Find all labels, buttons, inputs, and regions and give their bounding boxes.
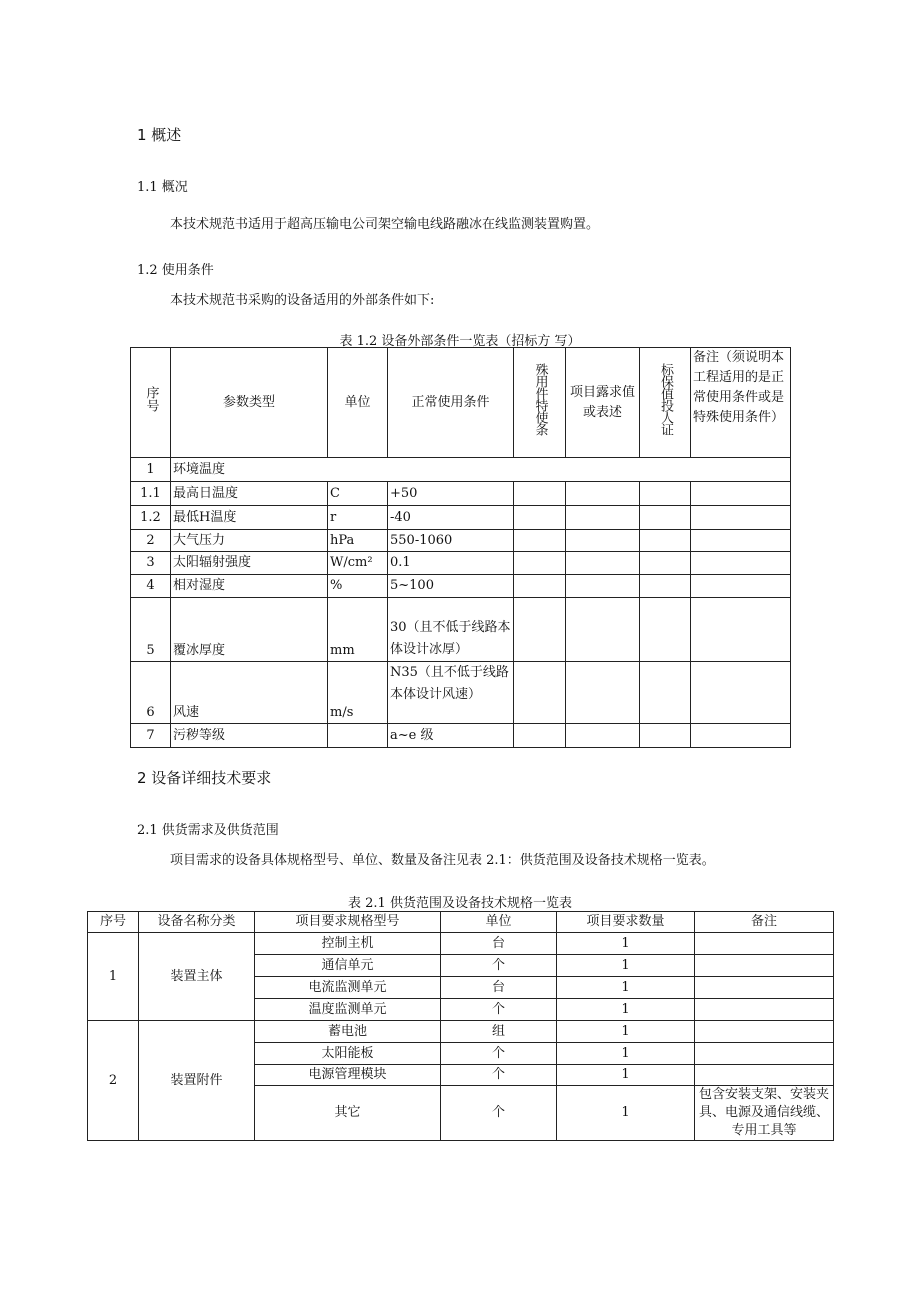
item-qty: 1	[557, 1086, 695, 1141]
header-cell-no: 序号	[88, 912, 139, 933]
header-cell-param: 参数类型	[171, 348, 328, 458]
row-unit: C	[328, 482, 388, 506]
item-unit: 个	[441, 1043, 557, 1065]
header-cell-bid-value: 标保值投人证	[640, 348, 691, 458]
group-no: 2	[88, 1021, 139, 1141]
item-unit: 个	[441, 999, 557, 1021]
item-spec: 温度监测单元	[255, 999, 441, 1021]
row-no: 1.2	[131, 506, 171, 530]
table-row	[131, 575, 791, 598]
table-2-caption: 表 2.1 供货范围及设备技术规格一览表	[348, 896, 572, 911]
item-unit: 组	[441, 1021, 557, 1043]
item-note	[695, 1065, 834, 1086]
header-cell-unit: 单位	[328, 348, 388, 458]
item-spec: 太阳能板	[255, 1043, 441, 1065]
table-row	[131, 458, 791, 482]
item-unit: 个	[441, 955, 557, 977]
row-condition: 5~100	[388, 575, 514, 598]
section-1-1-title: 1.1 概况	[137, 180, 188, 195]
section-1-1-text: 本技术规范书适用于超高压输电公司架空输电线路融冰在线监测装置购置。	[170, 217, 600, 232]
item-spec: 电源管理模块	[255, 1065, 441, 1086]
row-param: 环境温度	[171, 458, 791, 482]
header-cell-no: 序号	[131, 348, 171, 458]
row-no: 2	[131, 530, 171, 552]
group-category: 装置主体	[139, 933, 255, 1021]
row-param: 大气压力	[171, 530, 328, 552]
row-unit: %	[328, 575, 388, 598]
item-unit: 个	[441, 1065, 557, 1086]
item-spec: 控制主机	[255, 933, 441, 955]
header-cell-unit: 单位	[441, 912, 557, 933]
row-no: 4	[131, 575, 171, 598]
item-note	[695, 1043, 834, 1065]
item-unit: 个	[441, 1086, 557, 1141]
table-row	[88, 933, 834, 955]
supply-scope-table	[87, 911, 834, 1141]
item-qty: 1	[557, 933, 695, 955]
header-cell-category: 设备名称分类	[139, 912, 255, 933]
row-param: 风速	[171, 662, 328, 724]
row-no: 5	[131, 598, 171, 662]
row-unit	[328, 724, 388, 748]
header-cell-special: 殊用件特使条	[514, 348, 566, 458]
table-row	[131, 598, 791, 662]
row-condition: -40	[388, 506, 514, 530]
item-spec: 蓄电池	[255, 1021, 441, 1043]
row-condition: 550-1060	[388, 530, 514, 552]
item-qty: 1	[557, 977, 695, 999]
row-no: 3	[131, 552, 171, 575]
table-2-header-row	[88, 912, 834, 933]
group-no: 1	[88, 933, 139, 1021]
row-unit: r	[328, 506, 388, 530]
row-condition: a~e 级	[388, 724, 514, 748]
row-unit: W/cm²	[328, 552, 388, 575]
item-note	[695, 933, 834, 955]
section-2-1-text: 项目需求的设备具体规格型号、单位、数量及备注见表 2.1：供货范围及设备技术规格一览表。	[170, 853, 715, 868]
item-note	[695, 977, 834, 999]
item-qty: 1	[557, 1021, 695, 1043]
row-param: 相对湿度	[171, 575, 328, 598]
row-param: 最低H温度	[171, 506, 328, 530]
row-condition: N35（且不低于线路本体设计风速）	[388, 662, 514, 724]
row-condition: 0.1	[388, 552, 514, 575]
row-param: 太阳辐射强度	[171, 552, 328, 575]
external-conditions-table	[130, 347, 791, 748]
table-row	[131, 482, 791, 506]
table-1-header-row	[131, 348, 791, 458]
item-qty: 1	[557, 999, 695, 1021]
header-cell-remark: 备注（须说明本工程适用的是正常使用条件或是特殊使用条件）	[691, 348, 791, 458]
header-cell-project-value: 项目露求值或表述	[566, 348, 640, 458]
section-1-2-text: 本技术规范书采购的设备适用的外部条件如下:	[170, 293, 435, 308]
row-no: 1	[131, 458, 171, 482]
row-no: 7	[131, 724, 171, 748]
section-2-1-title: 2.1 供货需求及供货范围	[137, 823, 279, 838]
row-param: 污秽等级	[171, 724, 328, 748]
table-row	[131, 530, 791, 552]
header-cell-spec: 项目要求规格型号	[255, 912, 441, 933]
item-note	[695, 955, 834, 977]
table-row	[131, 552, 791, 575]
item-unit: 台	[441, 933, 557, 955]
item-unit: 台	[441, 977, 557, 999]
header-cell-qty: 项目要求数量	[557, 912, 695, 933]
item-spec: 电流监测单元	[255, 977, 441, 999]
row-condition: +50	[388, 482, 514, 506]
row-condition: 30（且不低于线路本体设计冰厚）	[388, 598, 514, 662]
item-note: 包含安装支架、安装夹具、电源及通信线缆、专用工具等	[695, 1086, 834, 1141]
item-spec: 通信单元	[255, 955, 441, 977]
row-param: 最高日温度	[171, 482, 328, 506]
item-spec: 其它	[255, 1086, 441, 1141]
row-no: 1.1	[131, 482, 171, 506]
table-row	[131, 506, 791, 530]
item-note	[695, 999, 834, 1021]
table-1-caption: 表 1.2 设备外部条件一览表（招标方 写）	[339, 334, 581, 349]
item-note	[695, 1021, 834, 1043]
row-unit: m/s	[328, 662, 388, 724]
section-2-title: 2 设备详细技术要求	[137, 769, 272, 787]
table-row	[88, 1021, 834, 1043]
row-unit: hPa	[328, 530, 388, 552]
row-unit: mm	[328, 598, 388, 662]
item-qty: 1	[557, 955, 695, 977]
section-1-2-title: 1.2 使用条件	[137, 263, 214, 278]
header-cell-note: 备注	[695, 912, 834, 933]
item-qty: 1	[557, 1065, 695, 1086]
section-1-title: 1 概述	[137, 126, 182, 144]
row-no: 6	[131, 662, 171, 724]
table-row	[131, 662, 791, 724]
item-qty: 1	[557, 1043, 695, 1065]
header-cell-condition: 正常使用条件	[388, 348, 514, 458]
group-category: 装置附件	[139, 1021, 255, 1141]
row-param: 覆冰厚度	[171, 598, 328, 662]
table-row	[131, 724, 791, 748]
